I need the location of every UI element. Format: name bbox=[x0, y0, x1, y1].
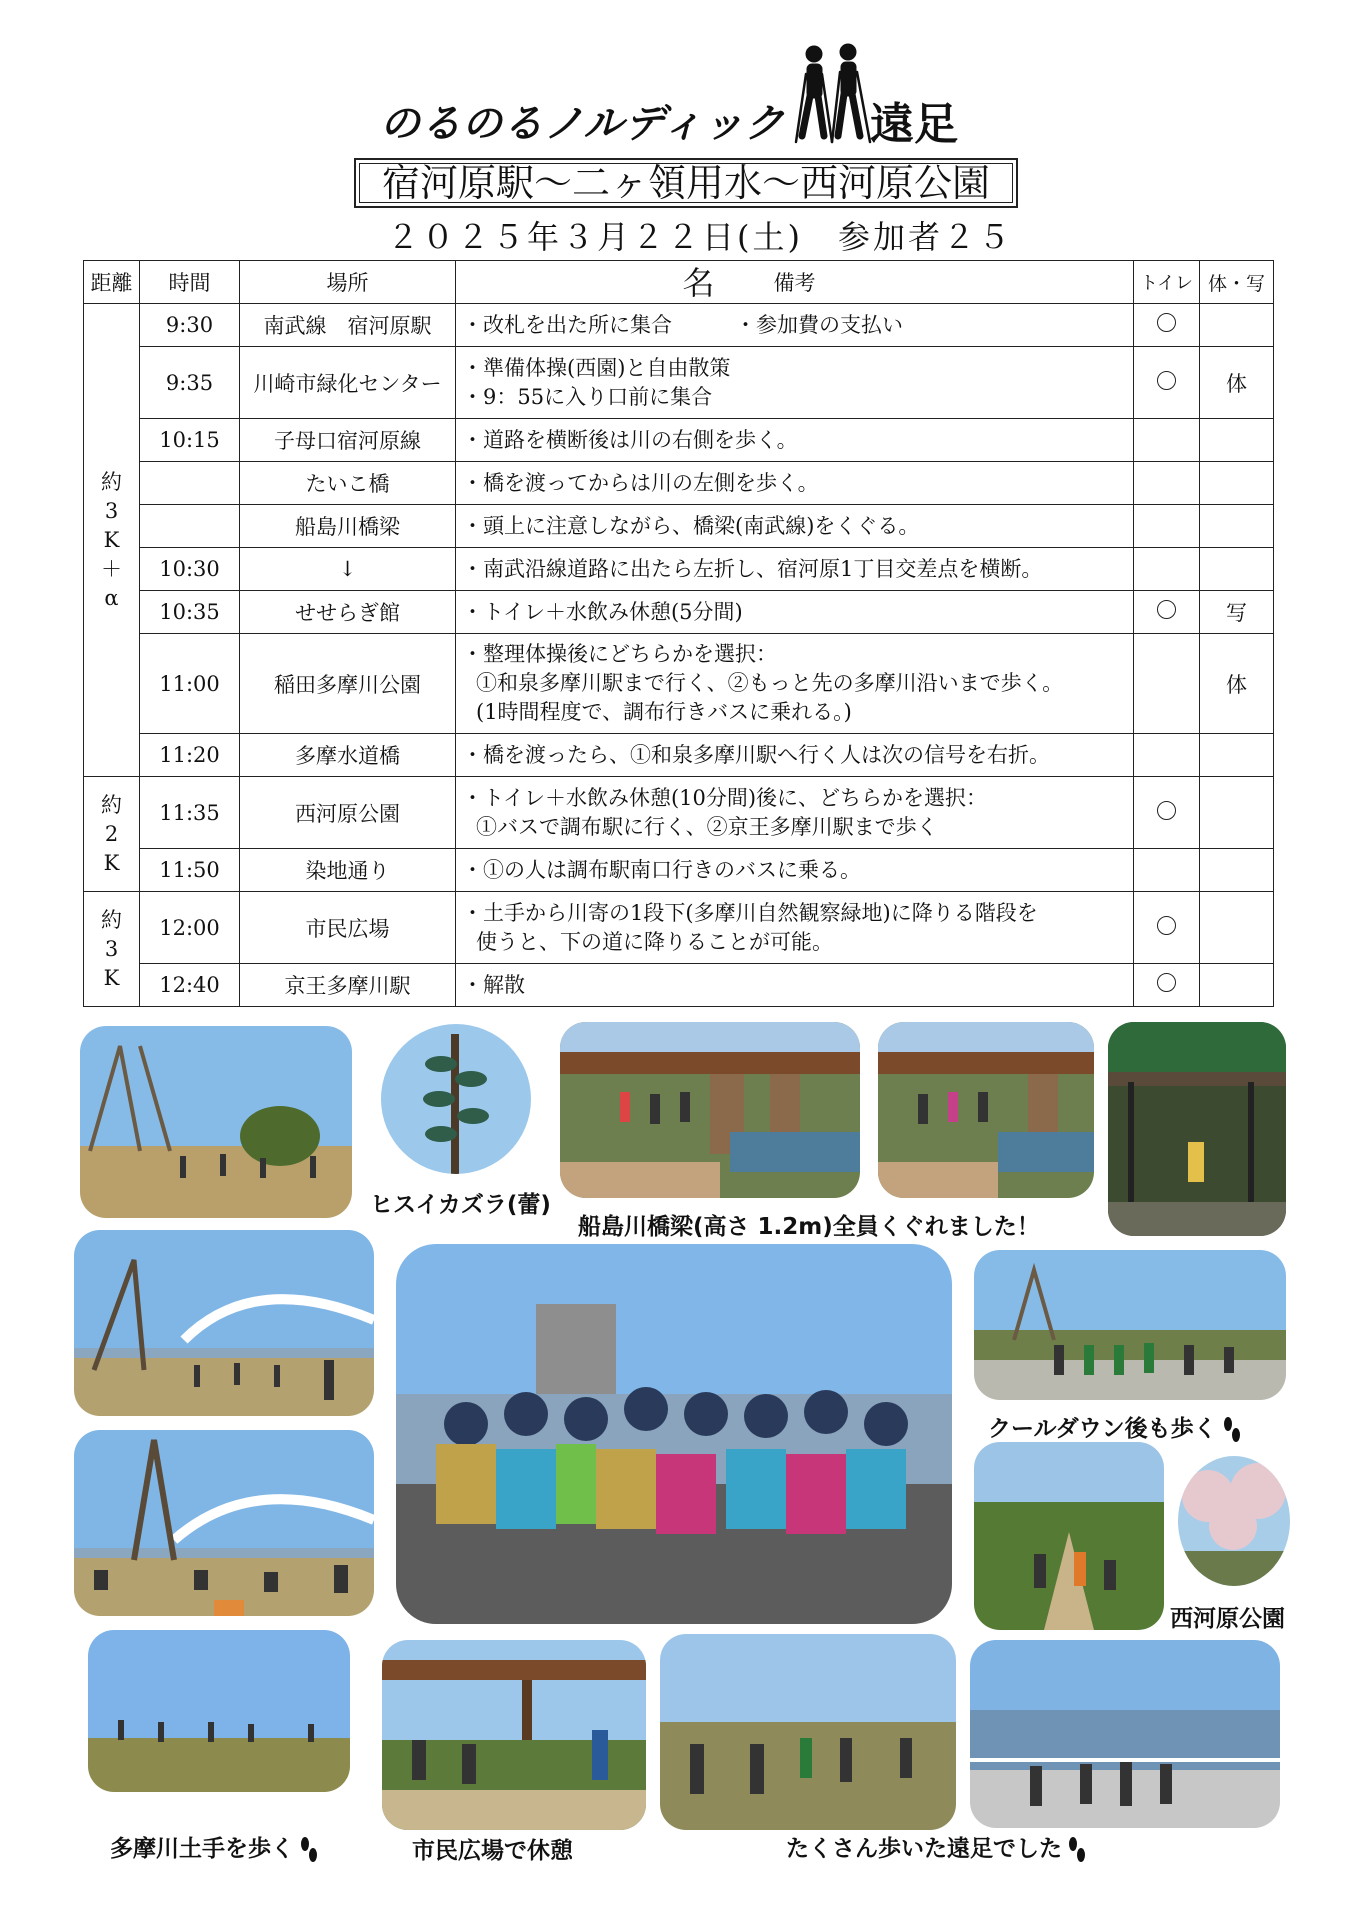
photo-group bbox=[396, 1244, 952, 1624]
place-cell: 子母口宿河原線 bbox=[240, 419, 456, 462]
note-line: ・トイレ＋水飲み休憩(10分間)後に、どちらかを選択： bbox=[462, 785, 988, 810]
photo-dote-walk bbox=[88, 1630, 350, 1792]
distance-text: K bbox=[103, 527, 120, 552]
table-row bbox=[84, 892, 1274, 964]
note-line: ・道路を横断後は川の右側を歩く。 bbox=[462, 427, 798, 452]
time-cell: 12:40 bbox=[140, 964, 240, 1007]
header-exercise-photo: 体・写 bbox=[1200, 261, 1274, 304]
distance-cell bbox=[84, 777, 140, 892]
exercise-photo-cell bbox=[1200, 462, 1274, 505]
place-cell: 川崎市緑化センター bbox=[240, 347, 456, 419]
time-cell: 10:15 bbox=[140, 419, 240, 462]
distance-cell bbox=[84, 892, 140, 1007]
photo-funashima-bridge-2 bbox=[878, 1022, 1094, 1198]
place-cell: ↓ bbox=[240, 548, 456, 591]
place-cell: 京王多摩川駅 bbox=[240, 964, 456, 1007]
note-cell bbox=[456, 777, 1134, 849]
note-cell bbox=[456, 462, 1134, 505]
toilet-cell bbox=[1134, 892, 1200, 964]
toilet-cell bbox=[1134, 849, 1200, 892]
place-cell: たいこ橋 bbox=[240, 462, 456, 505]
note-cell bbox=[456, 964, 1134, 1007]
toilet-available-icon bbox=[1157, 313, 1176, 332]
date-participants: ２０２５年３月２２日(土) 参加者２５名 bbox=[387, 218, 1013, 302]
toilet-available-icon bbox=[1157, 973, 1176, 992]
footprints-icon bbox=[1221, 1416, 1243, 1444]
time-cell: 11:00 bbox=[140, 634, 240, 734]
note-line: ・橋を渡ったら、①和泉多摩川駅へ行く人は次の信号を右折。 bbox=[462, 742, 1050, 767]
distance-text: 2 bbox=[104, 821, 119, 846]
distance-text: 3 bbox=[104, 498, 119, 523]
note-cell bbox=[456, 304, 1134, 347]
distance-text: 約 bbox=[101, 907, 122, 932]
toilet-cell bbox=[1134, 634, 1200, 734]
time-cell bbox=[140, 462, 240, 505]
note-line: ・橋を渡ってからは川の左側を歩く。 bbox=[462, 470, 819, 495]
time-cell bbox=[140, 505, 240, 548]
photo-bridge-river-2 bbox=[74, 1430, 374, 1616]
table-header-row bbox=[84, 261, 1274, 304]
footprints-icon bbox=[1066, 1836, 1088, 1864]
table-row bbox=[84, 777, 1274, 849]
header-note: 備考 bbox=[456, 261, 1134, 304]
place-cell: 西河原公園 bbox=[240, 777, 456, 849]
toilet-cell bbox=[1134, 548, 1200, 591]
distance-cell bbox=[84, 304, 140, 777]
caption-takusan-text: たくさん歩いた遠足でした bbox=[786, 1836, 1062, 1862]
note-cell bbox=[456, 347, 1134, 419]
header-place: 場所 bbox=[240, 261, 456, 304]
toilet-cell bbox=[1134, 462, 1200, 505]
table-row bbox=[84, 734, 1274, 777]
time-cell: 11:50 bbox=[140, 849, 240, 892]
note-line: ・解散 bbox=[462, 972, 525, 997]
place-cell: せせらぎ館 bbox=[240, 591, 456, 634]
distance-text: K bbox=[103, 850, 120, 875]
table-row bbox=[84, 347, 1274, 419]
photo-grass-walk-1 bbox=[660, 1634, 956, 1830]
table-row bbox=[84, 964, 1274, 1007]
note-line: ・トイレ＋水飲み休憩(5分間) bbox=[462, 599, 743, 624]
photo-under-bridge bbox=[1108, 1022, 1286, 1236]
caption-funashima: 船島川橋梁(高さ 1.2m)全員くぐれました！ bbox=[578, 1214, 1040, 1240]
note-cell bbox=[456, 634, 1134, 734]
photo-river-view bbox=[970, 1640, 1280, 1828]
page-title-suffix: 遠足 bbox=[870, 99, 958, 150]
toilet-available-icon bbox=[1157, 916, 1176, 935]
distance-text: K bbox=[103, 965, 120, 990]
photo-funashima-bridge-1 bbox=[560, 1022, 860, 1198]
table-row bbox=[84, 634, 1274, 734]
table-row bbox=[84, 419, 1274, 462]
place-cell: 船島川橋梁 bbox=[240, 505, 456, 548]
exercise-photo-cell bbox=[1200, 849, 1274, 892]
table-row bbox=[84, 304, 1274, 347]
table-row bbox=[84, 849, 1274, 892]
caption-dote-text: 多摩川土手を歩く bbox=[110, 1836, 294, 1862]
toilet-available-icon bbox=[1157, 371, 1176, 390]
note-line: ・整理体操後にどちらかを選択： bbox=[462, 642, 777, 666]
note-cell bbox=[456, 505, 1134, 548]
distance-text: α bbox=[104, 585, 119, 610]
place-cell: 市民広場 bbox=[240, 892, 456, 964]
exercise-photo-cell bbox=[1200, 892, 1274, 964]
table-row bbox=[84, 462, 1274, 505]
exercise-photo-cell bbox=[1200, 505, 1274, 548]
table-row bbox=[84, 591, 1274, 634]
route-title: 宿河原駅～二ヶ領用水～西河原公園 bbox=[354, 158, 1018, 208]
note-line: ・改札を出た所に集合 ・参加費の支払い bbox=[462, 312, 903, 337]
exercise-photo-cell bbox=[1200, 777, 1274, 849]
time-cell: 10:35 bbox=[140, 591, 240, 634]
photo-park-start bbox=[80, 1026, 352, 1218]
schedule-table bbox=[83, 260, 1274, 1007]
toilet-available-icon bbox=[1157, 801, 1176, 820]
footprints-icon bbox=[298, 1836, 320, 1864]
note-cell bbox=[456, 591, 1134, 634]
note-line: ①バスで調布駅に行く、②京王多摩川駅まで歩く bbox=[476, 814, 938, 839]
note-cell bbox=[456, 734, 1134, 777]
photo-nishigawara-path bbox=[974, 1442, 1164, 1630]
distance-text: ＋ bbox=[101, 556, 122, 581]
header-time: 時間 bbox=[140, 261, 240, 304]
time-cell: 9:30 bbox=[140, 304, 240, 347]
toilet-cell bbox=[1134, 304, 1200, 347]
place-cell: 稲田多摩川公園 bbox=[240, 634, 456, 734]
exercise-photo-cell: 体 bbox=[1200, 634, 1274, 734]
note-line: ①和泉多摩川駅まで行く、②もっと先の多摩川沿いまで歩く。 bbox=[476, 671, 1064, 695]
time-cell: 12:00 bbox=[140, 892, 240, 964]
distance-text: 3 bbox=[104, 936, 119, 961]
note-cell bbox=[456, 419, 1134, 462]
caption-cooldown bbox=[988, 1410, 1243, 1444]
toilet-cell bbox=[1134, 734, 1200, 777]
photo-cherry-trees bbox=[1178, 1456, 1290, 1586]
note-line: ・準備体操(西園)と自由散策 bbox=[462, 355, 731, 380]
note-cell bbox=[456, 892, 1134, 964]
distance-text: 約 bbox=[101, 792, 122, 817]
photo-hisuikazura bbox=[381, 1024, 531, 1174]
toilet-available-icon bbox=[1157, 600, 1176, 619]
place-cell: 多摩水道橋 bbox=[240, 734, 456, 777]
exercise-photo-cell bbox=[1200, 304, 1274, 347]
caption-cooldown-text: クールダウン後も歩く bbox=[988, 1416, 1217, 1442]
exercise-photo-cell bbox=[1200, 419, 1274, 462]
note-line: ・頭上に注意しながら、橋梁(南武線)をくぐる。 bbox=[462, 513, 920, 538]
photo-bridge-river-1 bbox=[74, 1230, 374, 1416]
place-cell: 南武線 宿河原駅 bbox=[240, 304, 456, 347]
caption-hisuikazura: ヒスイカズラ(蕾) bbox=[370, 1192, 551, 1218]
place-cell: 染地通り bbox=[240, 849, 456, 892]
exercise-photo-cell bbox=[1200, 548, 1274, 591]
note-line: (1時間程度で、調布行きバスに乗れる。) bbox=[476, 700, 852, 724]
page-title: のるのるノルディック bbox=[380, 101, 786, 147]
toilet-cell bbox=[1134, 419, 1200, 462]
table-row bbox=[84, 548, 1274, 591]
exercise-photo-cell bbox=[1200, 964, 1274, 1007]
toilet-cell bbox=[1134, 347, 1200, 419]
time-cell: 11:20 bbox=[140, 734, 240, 777]
note-line: ・南武沿線道路に出たら左折し、宿河原1丁目交差点を横断。 bbox=[462, 556, 1043, 581]
note-line: 使うと、下の道に降りることが可能。 bbox=[476, 929, 833, 954]
toilet-cell bbox=[1134, 591, 1200, 634]
photo-cooldown-walk bbox=[974, 1250, 1286, 1400]
time-cell: 11:35 bbox=[140, 777, 240, 849]
caption-nishigawara: 西河原公園 bbox=[1170, 1606, 1285, 1632]
note-cell bbox=[456, 548, 1134, 591]
note-line: ・①の人は調布駅南口行きのバスに乗る。 bbox=[462, 857, 861, 882]
distance-text: 約 bbox=[101, 469, 122, 494]
exercise-photo-cell: 写 bbox=[1200, 591, 1274, 634]
toilet-cell bbox=[1134, 777, 1200, 849]
note-cell bbox=[456, 849, 1134, 892]
note-line: ・土手から川寄の1段下(多摩川自然観察緑地)に降りる階段を bbox=[462, 900, 1038, 925]
time-cell: 9:35 bbox=[140, 347, 240, 419]
header-distance: 距離 bbox=[84, 261, 140, 304]
toilet-cell bbox=[1134, 964, 1200, 1007]
time-cell: 10:30 bbox=[140, 548, 240, 591]
note-line: ・9：55に入り口前に集合 bbox=[462, 384, 713, 409]
nordic-walkers-icon bbox=[780, 40, 880, 145]
caption-takusan bbox=[786, 1830, 1088, 1864]
exercise-photo-cell bbox=[1200, 734, 1274, 777]
caption-dote bbox=[110, 1830, 320, 1864]
toilet-cell bbox=[1134, 505, 1200, 548]
exercise-photo-cell: 体 bbox=[1200, 347, 1274, 419]
table-row bbox=[84, 505, 1274, 548]
caption-shimin: 市民広場で休憩 bbox=[412, 1838, 573, 1864]
header-toilet: トイレ bbox=[1134, 261, 1200, 304]
photo-shimin-rest bbox=[382, 1640, 646, 1830]
